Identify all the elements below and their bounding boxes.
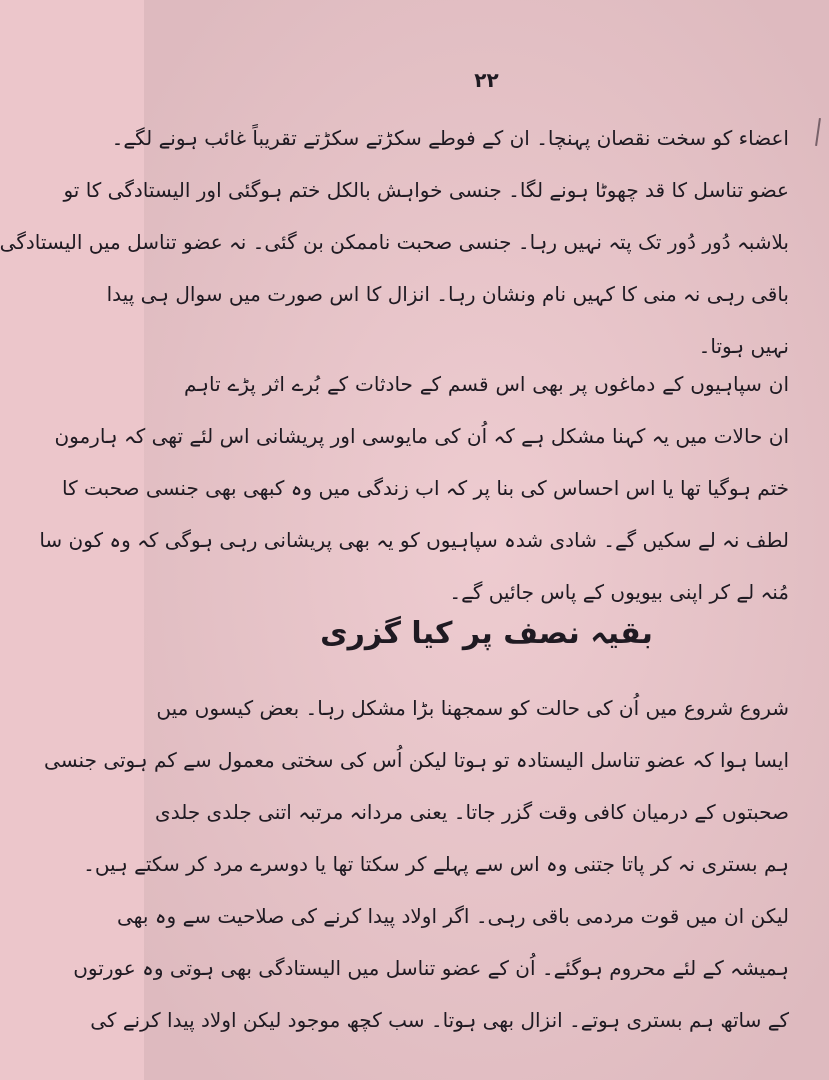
- paragraph-3: [44, 682, 789, 1046]
- text-line: ان حالات میں یہ کہنا مشکل ہے کہ اُن کی مایوسی اور پریشانی اس لئے تھی کہ ہارمون: [54, 424, 789, 448]
- text-line: عضو تناسل کا قد چھوٹا ہونے لگا۔ جنسی خواہش بالکل ختم ہوگئی اور الیستادگی کا تو: [63, 178, 789, 202]
- page-number: ۲۲: [474, 68, 499, 92]
- text-line: مُنہ لے کر اپنی بیویوں کے پاس جائیں گے۔: [449, 580, 789, 604]
- paragraph-2: [39, 358, 789, 618]
- paragraph-1: [0, 112, 789, 372]
- text-line: لطف نہ لے سکیں گے۔ شادی شدہ سپاہیوں کو یہ بھی پریشانی رہی ہوگی کہ وہ کون سا: [39, 528, 789, 552]
- text-line: نہیں ہوتا۔: [698, 334, 789, 358]
- text-line: اعضاء کو سخت نقصان پہنچا۔ ان کے فوطے سکڑتے سکڑتے تقریباً غائب ہونے لگے۔: [111, 126, 789, 150]
- text-line: ختم ہوگیا تھا یا اس احساس کی بنا پر کہ اب زندگی میں وہ کبھی بھی جنسی صحبت کا: [62, 476, 789, 500]
- text-line: کے ساتھ ہم بستری ہوتے۔ انزال بھی ہوتا۔ سب کچھ موجود لیکن اولاد پیدا کرنے کی: [90, 1008, 789, 1032]
- margin-mark: [815, 118, 821, 146]
- text-line: صحبتوں کے درمیان کافی وقت گزر جاتا۔ یعنی مردانہ مرتبہ اتنی جلدی جلدی: [155, 800, 789, 824]
- text-line: ایسا ہوا کہ عضو تناسل الیستادہ تو ہوتا لیکن اُس کی سختی معمول سے کم ہوتی جنسی: [44, 748, 789, 772]
- text-line: ان سپاہیوں کے دماغوں پر بھی اس قسم کے حادثات کے بُرے اثر پڑے تاہم: [184, 372, 789, 396]
- text-line: باقی رہی نہ منی کا کہیں نام ونشان رہا۔ انزال کا اس صورت میں سوال ہی پیدا: [106, 282, 789, 306]
- text-line: ہمیشہ کے لئے محروم ہوگئے۔ اُن کے عضو تناسل میں الیستادگی بھی ہوتی وہ عورتوں: [73, 956, 789, 980]
- text-line: لیکن ان میں قوت مردمی باقی رہی۔ اگر اولاد پیدا کرنے کی صلاحیت سے وہ بھی: [117, 904, 789, 928]
- text-line: بلاشبہ دُور دُور تک پتہ نہیں رہا۔ جنسی صحبت ناممکن بن گئی۔ نہ عضو تناسل میں الیستادگی: [0, 230, 789, 254]
- text-line: ہم بستری نہ کر پاتا جتنی وہ اس سے پہلے کر سکتا تھا یا دوسرے مرد کر سکتے ہیں۔: [83, 852, 789, 876]
- section-heading: بقیہ نصف پر کیا گزری: [320, 616, 653, 651]
- text-line: شروع شروع میں اُن کی حالت کو سمجھنا بڑا مشکل رہا۔ بعض کیسوں میں: [156, 696, 789, 720]
